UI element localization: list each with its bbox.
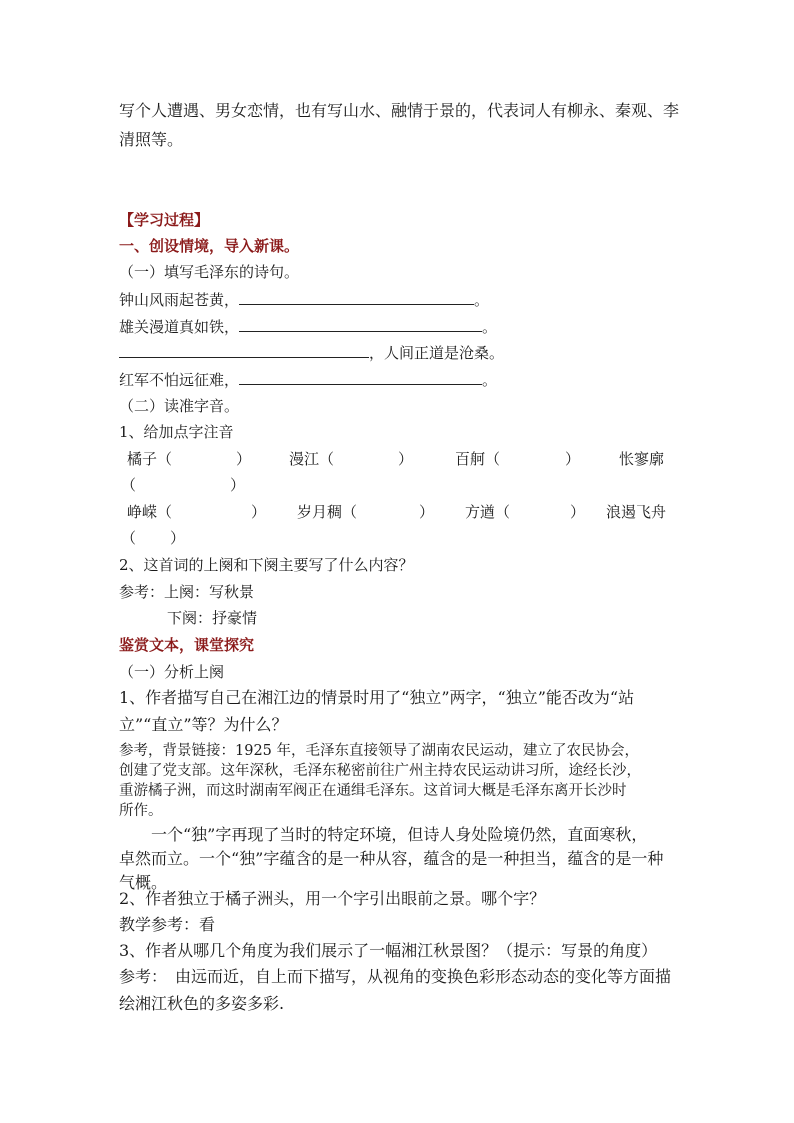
reference-line: 参考，背景链接：1925 年，毛泽东直接领导了湖南农民运动，建立了农民协会， <box>119 743 640 759</box>
pinyin-paren-close: ） <box>398 450 414 468</box>
process-header: 【学习过程】 <box>119 211 210 229</box>
question-1: 1、给加点字注音 <box>119 423 234 441</box>
reference-line: 重游橘子洲，而这时湖南军阀正在通缉毛泽东。这首词大概是毛泽东离开长沙时 <box>119 783 627 799</box>
poem-line-4: 红军不怕远征难， 。 <box>119 371 498 389</box>
poem-line-2: 雄关漫道真如铁， 。 <box>119 318 498 336</box>
pinyin-item: 百舸（ <box>455 450 501 468</box>
pinyin-paren-close: ） <box>565 450 581 468</box>
pinyin-item: 漫江（ <box>289 450 335 468</box>
intro-line-2: 清照等。 <box>119 130 184 149</box>
reference-line: 一个“独”字再现了当时的特定环境，但诗人身处险境仍然，直面寒秋， <box>119 825 648 844</box>
pinyin-paren-open: （ <box>121 529 137 547</box>
appreciate-q3-reference-1: 参考： 由远而近，自上而下描写，从视角的变换色彩形态动态的变化等方面描 <box>119 967 672 986</box>
pinyin-paren-open: （ <box>121 476 137 494</box>
appreciate-sub-1: （一）分析上阕 <box>119 663 225 681</box>
pinyin-paren-close: ） <box>236 450 252 468</box>
poem-line-3: ，人间正道是沧桑。 <box>119 342 504 363</box>
fill-blank[interactable] <box>239 316 482 332</box>
appreciate-q3-reference-2: 绘湘江秋色的多姿多彩. <box>119 994 285 1013</box>
pinyin-item: 峥嵘（ <box>127 503 173 521</box>
reference-line: 创建了党支部。这年深秋，毛泽东秘密前往广州主持农民运动讲习所，途经长沙， <box>119 763 641 779</box>
pinyin-paren-close: ） <box>419 503 435 521</box>
poem-line-1: 钟山风雨起苍黄， 。 <box>119 291 490 309</box>
pinyin-item: 岁月稠（ <box>297 503 358 521</box>
appreciate-q3: 3、作者从哪几个角度为我们展示了一幅湘江秋景图？（提示：写景的角度） <box>119 941 658 960</box>
pinyin-item: 橘子（ <box>127 450 173 468</box>
pinyin-item: 浪遏飞舟 <box>606 503 667 521</box>
sub-2-title: （二）读准字音。 <box>119 397 240 415</box>
reference-line: 卓然而立。一个“独”字蕴含的是一种从容，蕴含的是一种担当，蕴含的是一种 <box>119 849 664 868</box>
reference-lower: 下阕：抒豪情 <box>167 609 258 627</box>
section-1-title: 一、创设情境，导入新课。 <box>119 237 300 255</box>
pinyin-paren-close: ） <box>570 503 586 521</box>
pinyin-paren-close: ） <box>170 529 186 547</box>
appreciate-section-title: 鉴赏文本，课堂探究 <box>119 636 255 654</box>
appreciate-q2: 2、作者独立于橘子洲头，用一个字引出眼前之景。哪个字？ <box>119 889 546 908</box>
pinyin-paren-close: ） <box>251 503 267 521</box>
reference-line: 气概。 <box>119 873 168 892</box>
intro-line-1: 写个人遭遇、男女恋情，也有写山水、融情于景的，代表词人有柳永、秦观、李 <box>119 101 680 120</box>
pinyin-item: 怅寥廓 <box>619 450 665 468</box>
question-2: 2、这首词的上阕和下阕主要写了什么内容？ <box>119 556 414 574</box>
pinyin-item: 方遒（ <box>465 503 511 521</box>
appreciate-q1-line-2: 立”“直立”等？为什么？ <box>119 715 288 734</box>
pinyin-paren-close: ） <box>230 476 246 494</box>
reference-line: 所作。 <box>119 803 163 819</box>
fill-blank[interactable] <box>239 289 474 305</box>
fill-blank[interactable] <box>119 342 369 358</box>
fill-blank[interactable] <box>239 369 482 385</box>
sub-1-title: （一）填写毛泽东的诗句。 <box>119 263 300 281</box>
appreciate-q2-reference: 教学参考：看 <box>119 915 216 934</box>
reference-upper: 参考：上阕：写秋景 <box>119 583 255 601</box>
appreciate-q1-line-1: 1、作者描写自己在湘江边的情景时用了“独立”两字，“独立”能否改为“站 <box>119 688 635 707</box>
